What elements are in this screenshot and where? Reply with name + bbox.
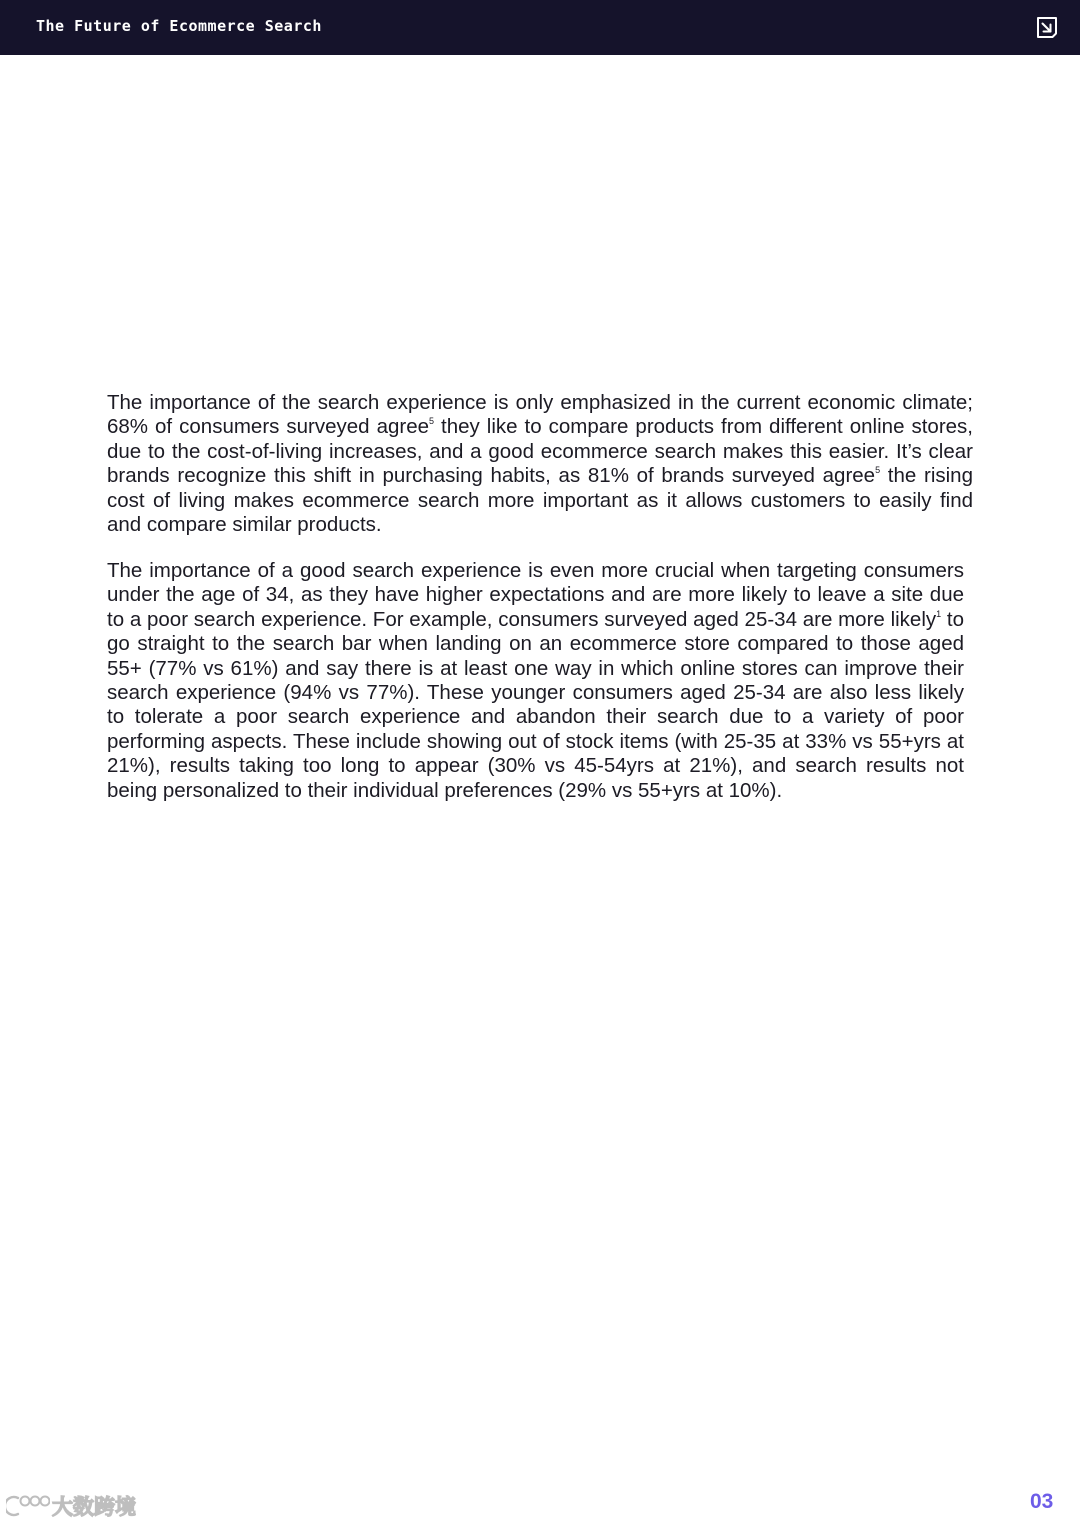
arrow-corner-icon[interactable] [1035,16,1059,40]
watermark-text: 大数跨境 [52,1495,136,1519]
paragraph-text: The importance of a good search experience is even more crucial when targeting consumers under the age of 34, as they have higher expectations and are more likely to leave a site due to a poor search experience. For example, consumers surveyed aged 25-34 are more likely [107,559,964,631]
header-bar [0,0,1080,55]
watermark [6,1490,136,1522]
paragraph-text: The importance of the search experience is only emphasized in the current economic climate; 68% of consumers surveyed agree [107,391,973,439]
footnote-ref: 5 [429,416,435,427]
document-title: The Future of Ecommerce Search [36,17,322,35]
body-paragraph-2 [107,559,964,803]
footnote-ref: 1 [936,608,942,619]
body-paragraph-1 [107,391,973,537]
paragraph-text: the rising cost of living makes ecommerce search more important as it allows customers to easily find and compare similar products. [107,464,973,537]
paragraph-text: they like to compare products from different online stores, due to the cost-of-living increases, and a good ecommerce search makes this easier. It’s clear brands recognize this shift in purchasing habits, as 81% of brands surveyed agree [107,415,973,488]
page-number: 03 [1030,1490,1054,1513]
paragraph-text: to go straight to the search bar when landing on an ecommerce store compared to those aged 55+ (77% vs 61%) and say there is at least one way in which online stores can improve their search experience (94% vs 77%). These younger consumers aged 25-34 are also less likely to tolerate a poor search experience and abandon their search due to a variety of poor performing aspects. These include showing out of stock items (with 25-35 at 33% vs 55+yrs at 21%), results taking too long to appear (30% vs 45-54yrs at 21%), and search results not being personalized to their individual preferences (29% vs 55+yrs at 10%). [107,607,965,802]
watermark-logo-icon [6,1493,50,1519]
footnote-ref: 5 [875,465,881,476]
